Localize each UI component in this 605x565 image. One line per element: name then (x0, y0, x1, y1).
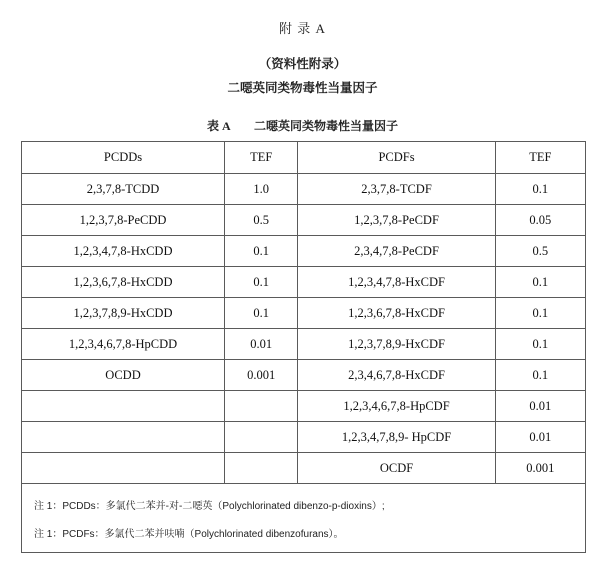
table-notes-row (22, 484, 586, 553)
table-row (22, 391, 586, 422)
note-line-pcdds: 注 1：PCDDs：多氯代二苯并-对-二噁英（Polychlorinated dibenzo-p-dioxins）; (34, 501, 385, 512)
pcdd-name-cell: OCDD (22, 360, 225, 391)
table-row (22, 298, 586, 329)
pcdd-tef-cell (225, 391, 298, 422)
pcdf-name-cell: 1,2,3,4,7,8-HxCDF (298, 267, 495, 298)
table-row (22, 174, 586, 205)
column-header-pcdds: PCDDs (22, 142, 225, 174)
pcdd-tef-cell: 0.01 (225, 329, 298, 360)
pcdd-name-cell: 2,3,7,8-TCDD (22, 174, 225, 205)
pcdf-name-cell: 2,3,7,8-TCDF (298, 174, 495, 205)
table-notes-cell (22, 484, 586, 553)
pcdd-name-cell: 1,2,3,4,6,7,8-HpCDD (22, 329, 225, 360)
column-header-tef-right: TEF (495, 142, 585, 174)
pcdd-tef-cell: 0.1 (225, 298, 298, 329)
pcdf-tef-cell: 0.05 (495, 205, 585, 236)
appendix-title: 附 录 A (279, 21, 326, 36)
pcdd-name-cell: 1,2,3,7,8-PeCDD (22, 205, 225, 236)
pcdd-tef-cell (225, 422, 298, 453)
pcdf-tef-cell: 0.01 (495, 391, 585, 422)
column-header-pcdfs: PCDFs (298, 142, 495, 174)
table-row (22, 236, 586, 267)
pcdd-name-cell: 1,2,3,4,7,8-HxCDD (22, 236, 225, 267)
note-line-pcdfs: 注 1：PCDFs：多氯代二苯并呋喃（Polychlorinated dibenzofurans）。 (34, 529, 344, 540)
column-header-tef-left: TEF (225, 142, 298, 174)
pcdd-tef-cell: 0.1 (225, 267, 298, 298)
pcdd-tef-cell: 0.001 (225, 360, 298, 391)
pcdf-tef-cell: 0.001 (495, 453, 585, 484)
pcdd-tef-cell (225, 453, 298, 484)
pcdf-name-cell: 2,3,4,7,8-PeCDF (298, 236, 495, 267)
table-header-row (22, 142, 586, 174)
table-row (22, 329, 586, 360)
pcdd-name-cell (22, 391, 225, 422)
pcdd-name-cell (22, 422, 225, 453)
pcdf-name-cell: 1,2,3,6,7,8-HxCDF (298, 298, 495, 329)
pcdf-name-cell: 1,2,3,4,6,7,8-HpCDF (298, 391, 495, 422)
pcdf-name-cell: 1,2,3,4,7,8,9- HpCDF (298, 422, 495, 453)
pcdd-tef-cell: 1.0 (225, 174, 298, 205)
pcdf-tef-cell: 0.5 (495, 236, 585, 267)
table-row (22, 360, 586, 391)
pcdf-tef-cell: 0.1 (495, 298, 585, 329)
pcdf-tef-cell: 0.1 (495, 267, 585, 298)
pcdf-name-cell: 1,2,3,7,8,9-HxCDF (298, 329, 495, 360)
appendix-heading: 二噁英同类物毒性当量因子 (227, 81, 378, 95)
table-row (22, 453, 586, 484)
pcdf-name-cell: 1,2,3,7,8-PeCDF (298, 205, 495, 236)
pcdd-name-cell: 1,2,3,6,7,8-HxCDD (22, 267, 225, 298)
appendix-subtitle: （资料性附录） (258, 57, 347, 71)
table-row (22, 267, 586, 298)
pcdf-name-cell: OCDF (298, 453, 495, 484)
pcdf-tef-cell: 0.1 (495, 360, 585, 391)
pcdd-tef-cell: 0.5 (225, 205, 298, 236)
pcdf-name-cell: 2,3,4,6,7,8-HxCDF (298, 360, 495, 391)
pcdd-tef-cell: 0.1 (225, 236, 298, 267)
table-row (22, 205, 586, 236)
table-row (22, 422, 586, 453)
pcdd-name-cell: 1,2,3,7,8,9-HxCDD (22, 298, 225, 329)
tef-table (21, 141, 586, 553)
pcdf-tef-cell: 0.1 (495, 174, 585, 205)
table-caption: 表 A 二噁英同类物毒性当量因子 (206, 119, 398, 133)
pcdd-name-cell (22, 453, 225, 484)
pcdf-tef-cell: 0.1 (495, 329, 585, 360)
pcdf-tef-cell: 0.01 (495, 422, 585, 453)
